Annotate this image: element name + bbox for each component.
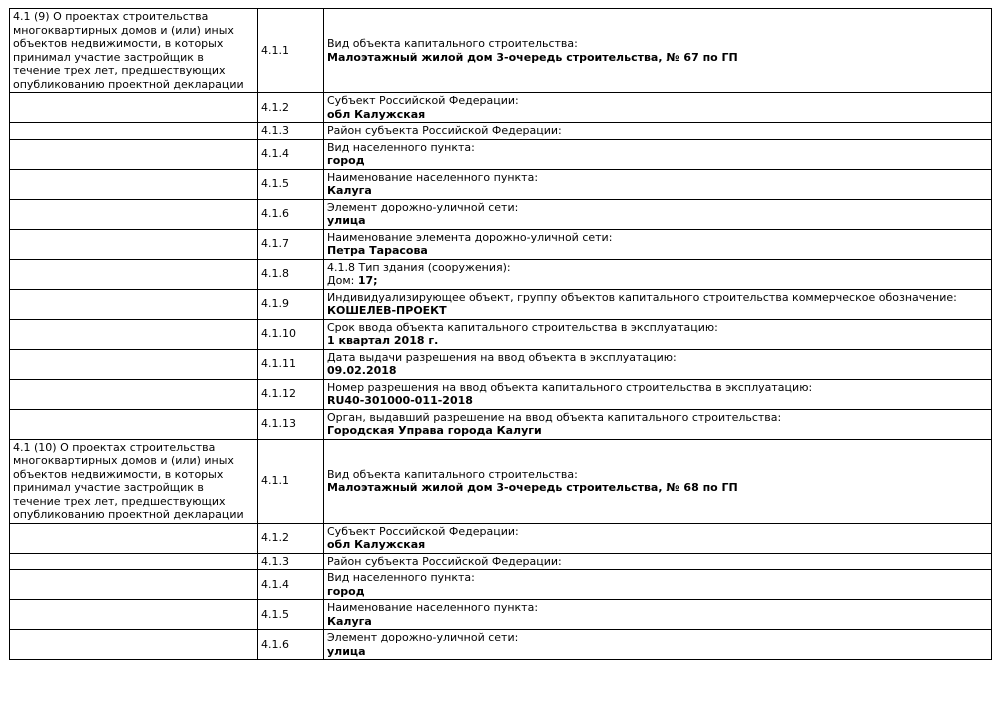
field-value-prefix: Дом: xyxy=(327,274,358,287)
field-label: Наименование населенного пункта: xyxy=(327,170,539,184)
field-cell xyxy=(324,93,992,123)
field-label: 4.1.8 Тип здания (сооружения): xyxy=(327,260,511,274)
field-value-line xyxy=(327,615,988,629)
section-description-empty xyxy=(10,139,258,169)
field-value: 1 квартал 2018 г. xyxy=(327,334,439,347)
row-code: 4.1.2 xyxy=(258,93,324,123)
table-body xyxy=(10,9,992,660)
field-label: Субъект Российской Федерации: xyxy=(327,524,519,538)
field-value-line xyxy=(327,585,988,599)
table-row xyxy=(10,349,992,379)
row-code: 4.1.12 xyxy=(258,379,324,409)
field-value-line xyxy=(327,424,988,438)
row-code: 4.1.8 xyxy=(258,259,324,289)
field-cell xyxy=(324,319,992,349)
table-row xyxy=(10,139,992,169)
field-cell xyxy=(324,379,992,409)
field-label: Индивидуализирующее объект, группу объектов капитального строительства коммерческое обозначение: xyxy=(327,290,957,304)
row-code: 4.1.10 xyxy=(258,319,324,349)
section-description-empty xyxy=(10,123,258,140)
field-value: Малоэтажный жилой дом 3-очередь строительства, № 68 по ГП xyxy=(327,481,738,494)
row-code: 4.1.9 xyxy=(258,289,324,319)
table-row xyxy=(10,123,992,140)
field-value-line xyxy=(327,244,988,258)
row-code: 4.1.1 xyxy=(258,439,324,523)
table-row xyxy=(10,169,992,199)
field-cell xyxy=(324,169,992,199)
section-description-empty xyxy=(10,169,258,199)
row-code: 4.1.6 xyxy=(258,630,324,660)
table-row xyxy=(10,523,992,553)
section-description-empty xyxy=(10,630,258,660)
field-value: Калуга xyxy=(327,614,372,628)
field-label: Элемент дорожно-уличной сети: xyxy=(327,631,519,644)
field-value: Калуга xyxy=(327,184,372,197)
field-value-line xyxy=(327,108,988,122)
section-description-empty xyxy=(10,523,258,553)
section-description-empty xyxy=(10,93,258,123)
field-cell xyxy=(324,139,992,169)
table-row xyxy=(10,199,992,229)
table-row xyxy=(10,319,992,349)
field-label: Вид населенного пункта: xyxy=(327,571,475,584)
field-label: Наименование элемента дорожно-уличной сети: xyxy=(327,230,613,244)
field-value: Петра Тарасова xyxy=(327,244,428,257)
field-label: Номер разрешения на ввод объекта капитального строительства в эксплуатацию: xyxy=(327,380,813,394)
field-value-line xyxy=(327,538,988,552)
field-cell xyxy=(324,439,992,523)
section-description-empty xyxy=(10,409,258,439)
field-cell xyxy=(324,349,992,379)
field-value: город xyxy=(327,154,365,167)
field-value-line xyxy=(327,364,988,378)
field-value-line xyxy=(327,214,988,228)
field-value: обл Калужская xyxy=(327,107,426,121)
field-value: обл Калужская xyxy=(327,538,426,551)
field-value-line xyxy=(327,645,988,659)
field-value: 17; xyxy=(357,274,378,287)
field-cell xyxy=(324,570,992,600)
section-description-empty xyxy=(10,229,258,259)
field-cell xyxy=(324,259,992,289)
field-value-line xyxy=(327,394,988,408)
field-value: улица xyxy=(327,214,366,227)
field-value: КОШЕЛЕВ-ПРОЕКТ xyxy=(327,304,447,317)
field-label: Элемент дорожно-уличной сети: xyxy=(327,200,519,214)
field-cell xyxy=(324,199,992,229)
row-code: 4.1.5 xyxy=(258,600,324,630)
field-value-line xyxy=(327,334,988,348)
table-row xyxy=(10,9,992,93)
project-declaration-table xyxy=(9,8,992,660)
section-description: 4.1 (9) О проектах строительства многоквартирных домов и (или) иных объектов недвижимости, в которых принимал участие застройщик в течение трех лет, предшествующих опубликованию проектной декларации xyxy=(10,9,258,93)
field-cell xyxy=(324,553,992,570)
table-row xyxy=(10,409,992,439)
table-row xyxy=(10,439,992,523)
field-cell xyxy=(324,630,992,660)
field-cell xyxy=(324,289,992,319)
table-row xyxy=(10,600,992,630)
field-value: Малоэтажный жилой дом 3-очередь строительства, № 67 по ГП xyxy=(327,50,738,64)
field-value-line xyxy=(327,481,988,495)
section-description-empty xyxy=(10,289,258,319)
row-code: 4.1.5 xyxy=(258,169,324,199)
row-code: 4.1.1 xyxy=(258,9,324,93)
field-cell xyxy=(324,409,992,439)
field-cell xyxy=(324,9,992,93)
row-code: 4.1.6 xyxy=(258,199,324,229)
field-label: Орган, выдавший разрешение на ввод объекта капитального строительства: xyxy=(327,410,782,424)
section-description-empty xyxy=(10,553,258,570)
field-label: Вид объекта капитального строительства: xyxy=(327,467,578,481)
table-row xyxy=(10,289,992,319)
field-cell xyxy=(324,523,992,553)
row-code: 4.1.3 xyxy=(258,553,324,570)
field-value: RU40-301000-011-2018 xyxy=(327,394,473,407)
field-cell xyxy=(324,123,992,140)
field-cell xyxy=(324,229,992,259)
table-row xyxy=(10,379,992,409)
row-code: 4.1.4 xyxy=(258,570,324,600)
field-label: Вид населенного пункта: xyxy=(327,140,475,154)
field-label: Срок ввода объекта капитального строительства в эксплуатацию: xyxy=(327,320,718,334)
field-value-line xyxy=(327,274,988,288)
field-value-line xyxy=(327,154,988,168)
section-description-empty xyxy=(10,199,258,229)
field-label: Вид объекта капитального строительства: xyxy=(327,37,578,50)
field-value: город xyxy=(327,584,365,598)
table-row xyxy=(10,259,992,289)
section-description-empty xyxy=(10,319,258,349)
field-label: Наименование населенного пункта: xyxy=(327,601,539,614)
section-description-empty xyxy=(10,379,258,409)
field-value: Городская Управа города Калуги xyxy=(327,424,542,437)
row-code: 4.1.4 xyxy=(258,139,324,169)
table-row xyxy=(10,570,992,600)
section-description-empty xyxy=(10,259,258,289)
field-label: Район субъекта Российской Федерации: xyxy=(327,554,562,568)
section-description-empty xyxy=(10,349,258,379)
table-row xyxy=(10,553,992,570)
field-cell xyxy=(324,600,992,630)
field-value-line xyxy=(327,51,988,65)
table-row xyxy=(10,630,992,660)
field-value-line xyxy=(327,304,988,318)
section-description: 4.1 (10) О проектах строительства многоквартирных домов и (или) иных объектов недвижимости, в которых принимал участие застройщик в течение трех лет, предшествующих опубликованию проектной декларации xyxy=(10,439,258,523)
row-code: 4.1.2 xyxy=(258,523,324,553)
field-label: Субъект Российской Федерации: xyxy=(327,94,519,107)
section-description-empty xyxy=(10,600,258,630)
row-code: 4.1.13 xyxy=(258,409,324,439)
table-row xyxy=(10,93,992,123)
section-description-empty xyxy=(10,570,258,600)
field-label: Район субъекта Российской Федерации: xyxy=(327,124,562,137)
row-code: 4.1.11 xyxy=(258,349,324,379)
field-value: 09.02.2018 xyxy=(327,364,397,377)
field-value-line xyxy=(327,184,988,198)
row-code: 4.1.3 xyxy=(258,123,324,140)
row-code: 4.1.7 xyxy=(258,229,324,259)
table-row xyxy=(10,229,992,259)
field-label: Дата выдачи разрешения на ввод объекта в эксплуатацию: xyxy=(327,350,677,364)
field-value: улица xyxy=(327,644,366,658)
